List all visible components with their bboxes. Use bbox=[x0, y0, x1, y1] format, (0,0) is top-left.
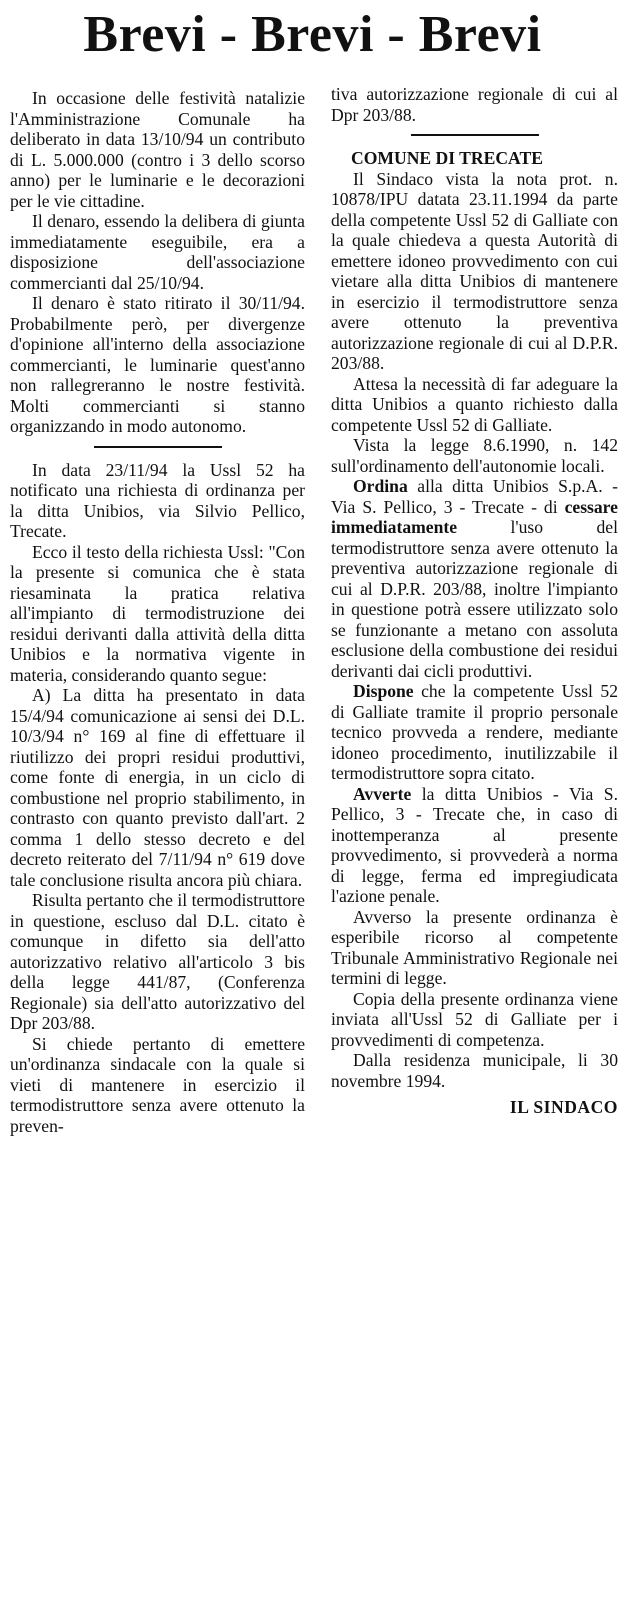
paragraph-dispone bbox=[331, 681, 618, 784]
section-divider bbox=[411, 134, 539, 136]
paragraph-attesa: Attesa la necessità di far adeguare la ditta Unibios a quanto richiesto dalla competente Ussl 52 di Galliate. bbox=[331, 373, 618, 435]
paragraph-avverte bbox=[331, 784, 618, 907]
paragraph-continuation: tiva autorizzazione regionale di cui al Dpr 203/88. bbox=[331, 84, 618, 125]
dispone-text: che la competente Ussl 52 di Galliate tramite il proprio personale tecnico provveda a rendere, mediante idoneo procedimento, inutilizzabile il termodistruttore sopra citato. bbox=[331, 681, 618, 783]
paragraph-ussl-notifica: In data 23/11/94 la Ussl 52 ha notificato una richiesta di ordinanza per la ditta Unibios, via Silvio Pellico, Trecate. bbox=[10, 459, 305, 541]
paragraph-punto-a: A) La ditta ha presentato in data 15/4/94 comunicazione ai sensi dei D.L. 10/3/94 n° 169 al fine di effettuare il riutilizzo dei propri residui produttivi, come fonte di energia, in un ciclo di combustione nel proprio stabilimento, in contrasto con quanto previsto dall'art. 2 comma 1 dello stesso decreto e del decreto reiterato del 7/11/94 n° 619 dove tale conclusione risulta ancora più chiara. bbox=[10, 685, 305, 890]
ordina-text-1: alla ditta Unibios S.p.A. - Via S. Pellico, 3 - Trecate - di bbox=[331, 476, 618, 517]
paragraph-copia: Copia della presente ordinanza viene inviata all'Ussl 52 di Galliate per i provvedimenti di competenza. bbox=[331, 988, 618, 1050]
paragraph-ritirato: Il denaro è stato ritirato il 30/11/94. Probabilmente però, per divergenze d'opinione all'interno della associazione commercianti, le luminarie quest'anno non rallegreranno le nostre festività. Molti commercianti si stanno organizzando in modo autonomo. bbox=[10, 293, 305, 436]
paragraph-risulta: Risulta pertanto che il termodistruttore in questione, escluso dal D.L. citato è comunque in difetto sia dell'atto autorizzativo relativo all'articolo 3 bis della legge 441/87, (Conferenza Regionale) sia dell'atto autorizzativo del Dpr 203/88. bbox=[10, 890, 305, 1033]
paragraph-sindaco-vista: Il Sindaco vista la nota prot. n. 10878/IPU datata 23.11.1994 da parte della competente Ussl 52 di Galliate con la quale chiedeva a questa Autorità di emettere idoneo provvedimento con cui vietare alla ditta Unibios di mantenere in esercizio il termodistruttore senza avere ottenuto la preventiva autorizzazione regionale di cui al D.P.R. 203/88. bbox=[331, 168, 618, 373]
paragraph-testo-richiesta: Ecco il testo della richiesta Ussl: "Con la presente si comunica che è stata riesaminata la pratica relativa all'impianto di termodistruzione dei residui derivanti dalla attività della ditta Unibios e la normativa vigente in materia, considerando quanto segue: bbox=[10, 541, 305, 685]
paragraph-denaro: Il denaro, essendo la delibera di giunta immediatamente eseguibile, era a disposizione dell'associazione commercianti dal 25/10/94. bbox=[10, 211, 305, 293]
paragraph-vista-legge: Vista la legge 8.6.1990, n. 142 sull'ordinamento dell'autonomie locali. bbox=[331, 435, 618, 476]
paragraph-festivita: In occasione delle festività natalizie l'Amministrazione Comunale ha deliberato in data 13/10/94 un contributo di L. 5.000.000 (contro i 3 dello scorso anno) per le luminarie e le decorazioni per le vie cittadine. bbox=[10, 88, 305, 211]
ordina-text-2: l'uso del termodistruttore senza avere ottenuto la preventiva autorizzazione regionale di cui al D.P.R. 203/88, inoltre l'impianto in questione potrà essere utilizzato solo se funzionante a metano con assoluta esclusione della combustione dei residui derivanti dai cicli produttivi. bbox=[331, 517, 618, 681]
ordina-keyword: Ordina bbox=[353, 476, 408, 496]
paragraph-residenza: Dalla residenza municipale, li 30 novembre 1994. bbox=[331, 1050, 618, 1091]
headline: Brevi - Brevi - Brevi bbox=[83, 6, 542, 63]
left-column bbox=[10, 88, 305, 1136]
signature: IL SINDACO bbox=[509, 1097, 618, 1117]
section-heading: COMUNE DI TRECATE bbox=[351, 148, 543, 168]
cessare-keyword: cessare immediatamente bbox=[331, 496, 618, 537]
right-column bbox=[331, 84, 618, 1118]
paragraph-ricorso: Avverso la presente ordinanza è esperibile ricorso al competente Tribunale Amministrativo Regionale nei termini di legge. bbox=[331, 906, 618, 988]
paragraph-si-chiede: Si chiede pertanto di emettere un'ordinanza sindacale con la quale si vieti di mantenere in esercizio il termodistruttore senza avere ottenuto la preven- bbox=[10, 1033, 305, 1136]
section-divider bbox=[94, 446, 222, 448]
paragraph-ordina bbox=[331, 476, 618, 681]
avverte-text: la ditta Unibios - Via S. Pellico, 3 - Trecate che, in caso di inottemperanza al presente provvedimento, si provvederà a norma di legge, ferma ed impregiudicata l'azione penale. bbox=[331, 783, 618, 906]
avverte-keyword: Avverte bbox=[353, 783, 412, 804]
dispone-keyword: Dispone bbox=[353, 681, 414, 701]
